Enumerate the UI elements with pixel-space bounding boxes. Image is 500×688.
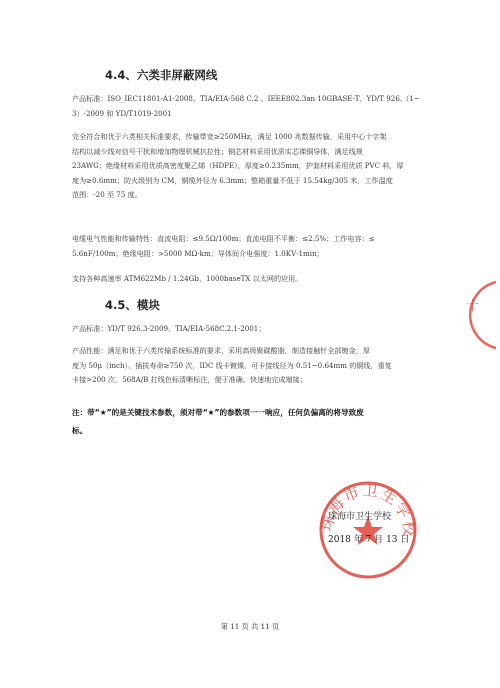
text-line: 产品标准：YD/T 926.3-2009、TIA/EIA-568C.2.1-2001； bbox=[72, 324, 266, 333]
signature-date: 2018 年 7 月 13 日 bbox=[328, 535, 410, 545]
section-4-4-standard bbox=[72, 92, 438, 121]
section-4-4-description bbox=[72, 130, 438, 203]
section-4-4-title: 4.4、六类非屏蔽网线 bbox=[105, 68, 218, 82]
text-line: 度为 50μ（inch）、插拔寿命≥750 次，IDC 线卡镀镍，可卡接线径为 0.51~0.64mm 的铜线，重复 bbox=[72, 360, 392, 370]
section-4-4-electrical bbox=[72, 232, 438, 261]
text-line: 支持各种高速率 ATM622Mb / 1.24Gb、1000baseTX 以太网的应用。 bbox=[72, 274, 303, 283]
svg-text:十: 十 bbox=[466, 299, 480, 314]
text-line: 23AWG；绝缘材料采用优质高密度聚乙烯（HDPE），厚度≥0.235mm，护套材料采用优质 PVC 料，厚 bbox=[72, 161, 404, 171]
text-line: 产品标准：ISO_IEC11801-A1-2008、TIA/EIA-568 C.2 、IEEE802.3an 10GBASE-T、YD/T 926.（1~ bbox=[72, 94, 420, 103]
official-seal-stamp bbox=[312, 472, 422, 582]
section-4-4-support bbox=[72, 272, 438, 287]
text-line: 标。 bbox=[72, 426, 88, 435]
signature-organization: 珠海市卫生学校 bbox=[328, 512, 392, 522]
text-line: 范围：-20 至 75 度。 bbox=[72, 190, 142, 200]
text-line: 5.6nF/100m；绝缘电阻：>5000 MΩ·km；导体间介电强度：1.0KV·1min； bbox=[72, 248, 324, 258]
seal-text: 珠海市卫生学校 bbox=[317, 481, 419, 539]
text-line: 度为≥0.6mm；防火级别为 CM，铜缆外径为 6.3mm；整箱重量不低于 15.54kg/305 米，工作温度 bbox=[72, 175, 393, 185]
text-line: 注：带“★”的是关键技术参数，须对带“★”的参数项一一响应，任何负偏离的将导致废 bbox=[72, 408, 364, 417]
text-line: 电缆电气性能和传输特性：直流电阻：≤9.5Ω/100m；直流电阻不平衡：≤2.5%；工作电容：≤ bbox=[72, 234, 375, 243]
text-line: 卡接>200 次，568A/B 打线色标清晰标注，便于准确、快速地完成端接； bbox=[72, 375, 307, 385]
section-4-5-title: 4.5、模块 bbox=[105, 298, 160, 312]
edge-stamp-fragment bbox=[452, 280, 500, 350]
text-line: 结构以减少线对信号干扰和增加物理机械抗拉性；铜芯材料采用优质实芯裸铜导体，满足线规 bbox=[72, 146, 363, 156]
text-line: 完全符合和优于六类相关标准要求，传输带宽≥250MHz，满足 1000 兆数据传输，采用中心十字架 bbox=[72, 132, 387, 141]
section-4-5-standard bbox=[72, 322, 438, 337]
section-4-5-description bbox=[72, 344, 438, 388]
text-line: 产品性能：满足和优于六类传输系统标准的要求，采用高级聚碳酸脂，制造接触针全部镀金，厚 bbox=[72, 346, 370, 355]
text-line: 3）-2009 和 YD/T1019-2001 bbox=[72, 108, 172, 118]
star-parameter-note bbox=[72, 404, 438, 440]
page-footer: 第 11 页 共 11 页 bbox=[220, 622, 280, 631]
